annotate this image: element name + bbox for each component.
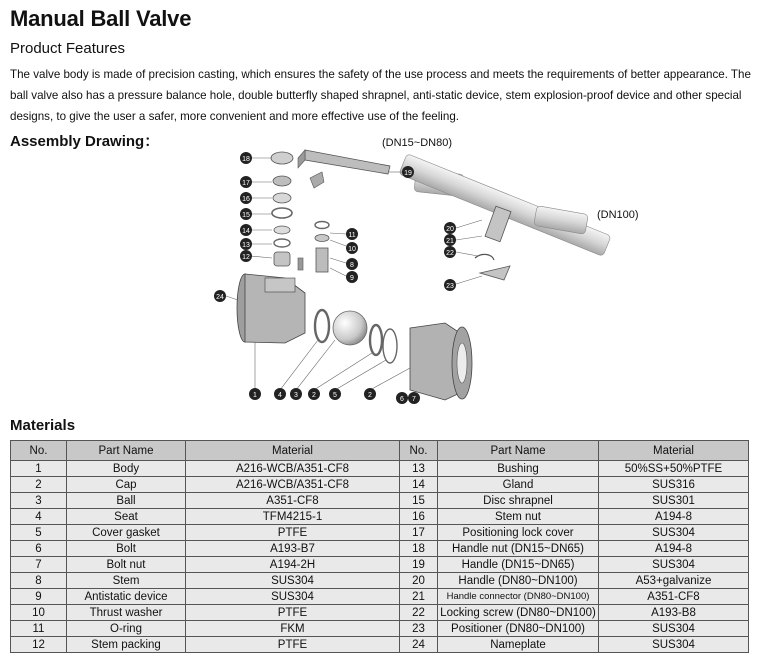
cell-no: 18 [400,541,438,557]
handle-small [305,150,390,174]
header-part-name-left: Part Name [67,441,186,461]
table-row [11,509,749,525]
cell-material: SUS316 [599,477,749,493]
cell-material: SUS301 [599,493,749,509]
cell-no: 4 [11,509,67,525]
cell-no: 6 [11,541,67,557]
callout-9: 9 [350,275,354,282]
cell-no: 15 [400,493,438,509]
cell-material: PTFE [186,605,400,621]
cell-material: SUS304 [186,573,400,589]
callout-22: 22 [446,250,454,257]
cell-no: 21 [400,589,438,605]
cell-no: 1 [11,461,67,477]
cell-material: SUS304 [599,525,749,541]
cell-part-name: Antistatic device [67,589,186,605]
cell-part-name: Seat [67,509,186,525]
section-title-assembly: Assembly Drawing： [10,133,160,150]
cell-material: A194-2H [186,557,400,573]
header-material-left: Material [186,441,400,461]
callout-6: 6 [400,396,404,403]
callout-4: 4 [278,392,282,399]
cell-part-name: Handle (DN15~DN65) [438,557,599,573]
cell-no: 10 [11,605,67,621]
table-row [11,557,749,573]
cell-part-name: Handle connector (DN80~DN100) [438,589,599,605]
cell-part-name: Nameplate [438,637,599,653]
cell-part-name: Stem nut [438,509,599,525]
cell-material: A194-8 [599,509,749,525]
cell-no: 22 [400,605,438,621]
label-small-size: (DN15~DN80) [382,137,452,149]
callout-16: 16 [242,196,250,203]
cell-material: A351-CF8 [186,493,400,509]
table-row [11,589,749,605]
cell-no: 9 [11,589,67,605]
cell-part-name: Stem [67,573,186,589]
cell-part-name: Stem packing [67,637,186,653]
cell-material: A351-CF8 [599,589,749,605]
cell-no: 19 [400,557,438,573]
callout-10: 10 [348,246,356,253]
callout-18: 18 [242,156,250,163]
section-title-features: Product Features [10,40,126,57]
cell-part-name: Handle (DN80~DN100) [438,573,599,589]
cell-no: 17 [400,525,438,541]
callout-13: 13 [242,242,250,249]
cell-no: 8 [11,573,67,589]
cell-part-name: Cap [67,477,186,493]
cell-no: 20 [400,573,438,589]
cell-material: TFM4215-1 [186,509,400,525]
label-large-size: (DN100) [597,209,639,221]
table-row [11,493,749,509]
cell-material: A193-B7 [186,541,400,557]
header-part-name-right: Part Name [438,441,599,461]
cell-part-name: Positioner (DN80~DN100) [438,621,599,637]
cell-part-name: Bushing [438,461,599,477]
table-row [11,637,749,653]
callout-17: 17 [242,180,250,187]
cell-no: 16 [400,509,438,525]
cell-part-name: Disc shrapnel [438,493,599,509]
cell-part-name: Gland [438,477,599,493]
page-title: Manual Ball Valve [10,6,192,31]
cell-material: SUS304 [186,589,400,605]
cell-no: 24 [400,637,438,653]
cell-part-name: Body [67,461,186,477]
table-header-row [11,441,749,461]
cell-part-name: O-ring [67,621,186,637]
callout-21: 21 [446,238,454,245]
cell-part-name: Bolt nut [67,557,186,573]
cell-part-name: Positioning lock cover [438,525,599,541]
callout-14: 14 [242,228,250,235]
header-no-left: No. [11,441,67,461]
valve-ball [333,311,367,345]
cell-material: A194-8 [599,541,749,557]
callout-24: 24 [216,294,224,301]
callout-19: 19 [404,170,412,177]
handle-pipe [399,154,611,257]
cell-part-name: Cover gasket [67,525,186,541]
materials-table [10,440,749,653]
section-title-materials: Materials [10,417,76,434]
cell-material: A53+galvanize [599,573,749,589]
cell-no: 13 [400,461,438,477]
cell-material: A193-B8 [599,605,749,621]
header-material-right: Material [599,441,749,461]
cell-part-name: Handle nut (DN15~DN65) [438,541,599,557]
cell-material: PTFE [186,525,400,541]
cell-no: 3 [11,493,67,509]
cell-material: PTFE [186,637,400,653]
table-row [11,461,749,477]
callout-12: 12 [242,254,250,261]
cell-no: 5 [11,525,67,541]
callout-7: 7 [412,396,416,403]
cell-no: 12 [11,637,67,653]
cell-material: A216-WCB/A351-CF8 [186,477,400,493]
cell-no: 2 [11,477,67,493]
table-row [11,525,749,541]
cell-part-name: Bolt [67,541,186,557]
cell-part-name: Locking screw (DN80~DN100) [438,605,599,621]
cell-no: 7 [11,557,67,573]
cell-no: 11 [11,621,67,637]
table-row [11,477,749,493]
cell-no: 14 [400,477,438,493]
assembly-drawing [210,128,639,413]
cell-material: FKM [186,621,400,637]
cell-material: 50%SS+50%PTFE [599,461,749,477]
callout-20: 20 [446,226,454,233]
callout-8: 8 [350,262,354,269]
callout-5: 5 [333,392,337,399]
callout-3: 3 [294,392,298,399]
cell-material: A216-WCB/A351-CF8 [186,461,400,477]
header-no-right: No. [400,441,438,461]
table-row [11,573,749,589]
cell-material: SUS304 [599,621,749,637]
cell-part-name: Thrust washer [67,605,186,621]
callout-23: 23 [446,283,454,290]
table-row [11,621,749,637]
callout-2a: 2 [312,392,316,399]
callout-2b: 2 [368,392,372,399]
cell-no: 23 [400,621,438,637]
cell-material: SUS304 [599,637,749,653]
callout-15: 15 [242,212,250,219]
cell-part-name: Ball [67,493,186,509]
features-description: The valve body is made of precision casting, which ensures the safety of the use process and meets the requirements of better appearance. The ball valve also has a pressure balance hole, double butterfly shaped shrapnel, anti-static device, stem explosion-proof device and other special designs, to give the user a safer, more convenient and more effective use of the feeling. [10,68,751,123]
table-row [11,541,749,557]
table-row [11,605,749,621]
cell-material: SUS304 [599,557,749,573]
callout-1: 1 [253,392,257,399]
callout-11: 11 [348,232,356,239]
